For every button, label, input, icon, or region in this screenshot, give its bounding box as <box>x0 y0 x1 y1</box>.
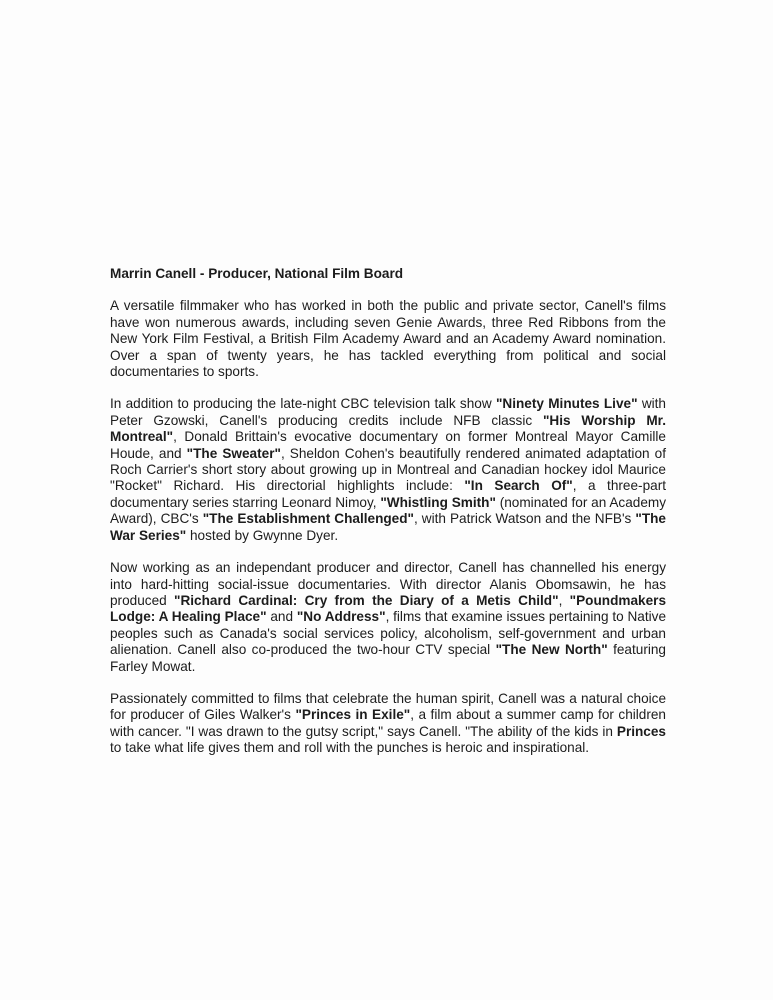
bold-title-text: "The Sweater" <box>186 445 281 461</box>
paragraph <box>110 396 666 544</box>
bold-title-text: "Richard Cardinal: Cry from the Diary of a Metis Child" <box>174 592 559 608</box>
text-run: A versatile filmmaker who has worked in both the public and private sector, Canell's films have won numerous awards, including seven Genie Awards, three Red Ribbons from the New York Film Festival, a British Film Academy Award and an Academy Award nomination. Over a span of twenty years, he has tackled everything from political and social documentaries to sports. <box>110 298 666 380</box>
paragraph <box>110 691 666 757</box>
text-run: , films that examine issues pertaining to Native peoples such as Canada's social services policy, alcoholism, self-government and urban alienation. Canell also co-produced the two-hour CTV special <box>110 609 667 658</box>
bold-title-text: "Princes in Exile" <box>295 707 411 723</box>
bold-title-text: "Ninety Minutes Live" <box>495 396 638 412</box>
text-run: (nominated for an Academy Award), CBC's <box>110 494 666 527</box>
text-run: Passionately committed to films that celebrate the human spirit, Canell was a natural choice for producer of Giles Walker's <box>110 690 666 723</box>
bold-title-text: "Whistling Smith" <box>380 494 496 510</box>
bold-title-text: "The Establishment Challenged" <box>202 511 414 527</box>
text-run: , Sheldon Cohen's beautifully rendered animated adaptation of Roch Carrier's short story about growing up in Montreal and Canadian hockey idol Maurice "Rocket" Richard. His directorial highlights include: <box>110 445 666 494</box>
text-run: with Peter Gzowski, Canell's producing credits include NFB classic <box>110 396 666 428</box>
bold-title-text: "His Worship Mr. Montreal" <box>110 412 666 445</box>
paragraph-container <box>110 298 666 756</box>
page-title: Marrin Canell - Producer, National Film Board <box>110 266 404 281</box>
bold-title-text: Princes <box>616 723 666 739</box>
text-run: , a three-part documentary series starring Leonard Nimoy, <box>110 478 666 510</box>
text-run: Now working as an independant producer and director, Canell has channelled his energy into hard-hitting social-issue documentaries. With director Alanis Obomsawin, he has produced <box>110 560 666 608</box>
text-run: , a film about a summer camp for children with cancer. "I was drawn to the gutsy script," says Canell. "The ability of the kids in <box>110 707 666 739</box>
bold-title-text: "The War Series" <box>110 511 666 543</box>
text-run: to take what life gives them and roll with the punches is heroic and inspirational. <box>110 740 590 756</box>
text-run: , Donald Brittain's evocative documentary on former Montreal Mayor Camille Houde, and <box>110 429 666 461</box>
biography-text <box>110 266 666 773</box>
bold-title-text: "The New North" <box>495 642 608 658</box>
paragraph <box>110 560 666 675</box>
text-run: featuring Farley Mowat. <box>110 642 666 674</box>
text-run: and <box>266 609 297 625</box>
text-run: , <box>558 592 570 608</box>
text-run: In addition to producing the late-night CBC television talk show <box>110 396 496 412</box>
bold-title-text: "Poundmakers Lodge: A Healing Place" <box>110 592 667 625</box>
paragraph <box>110 298 666 380</box>
bold-title-text: "No Address" <box>296 609 386 625</box>
text-run: hosted by Gwynne Dyer. <box>186 527 339 543</box>
bold-title-text: "In Search Of" <box>464 478 573 494</box>
text-run: , with Patrick Watson and the NFB's <box>414 511 636 527</box>
